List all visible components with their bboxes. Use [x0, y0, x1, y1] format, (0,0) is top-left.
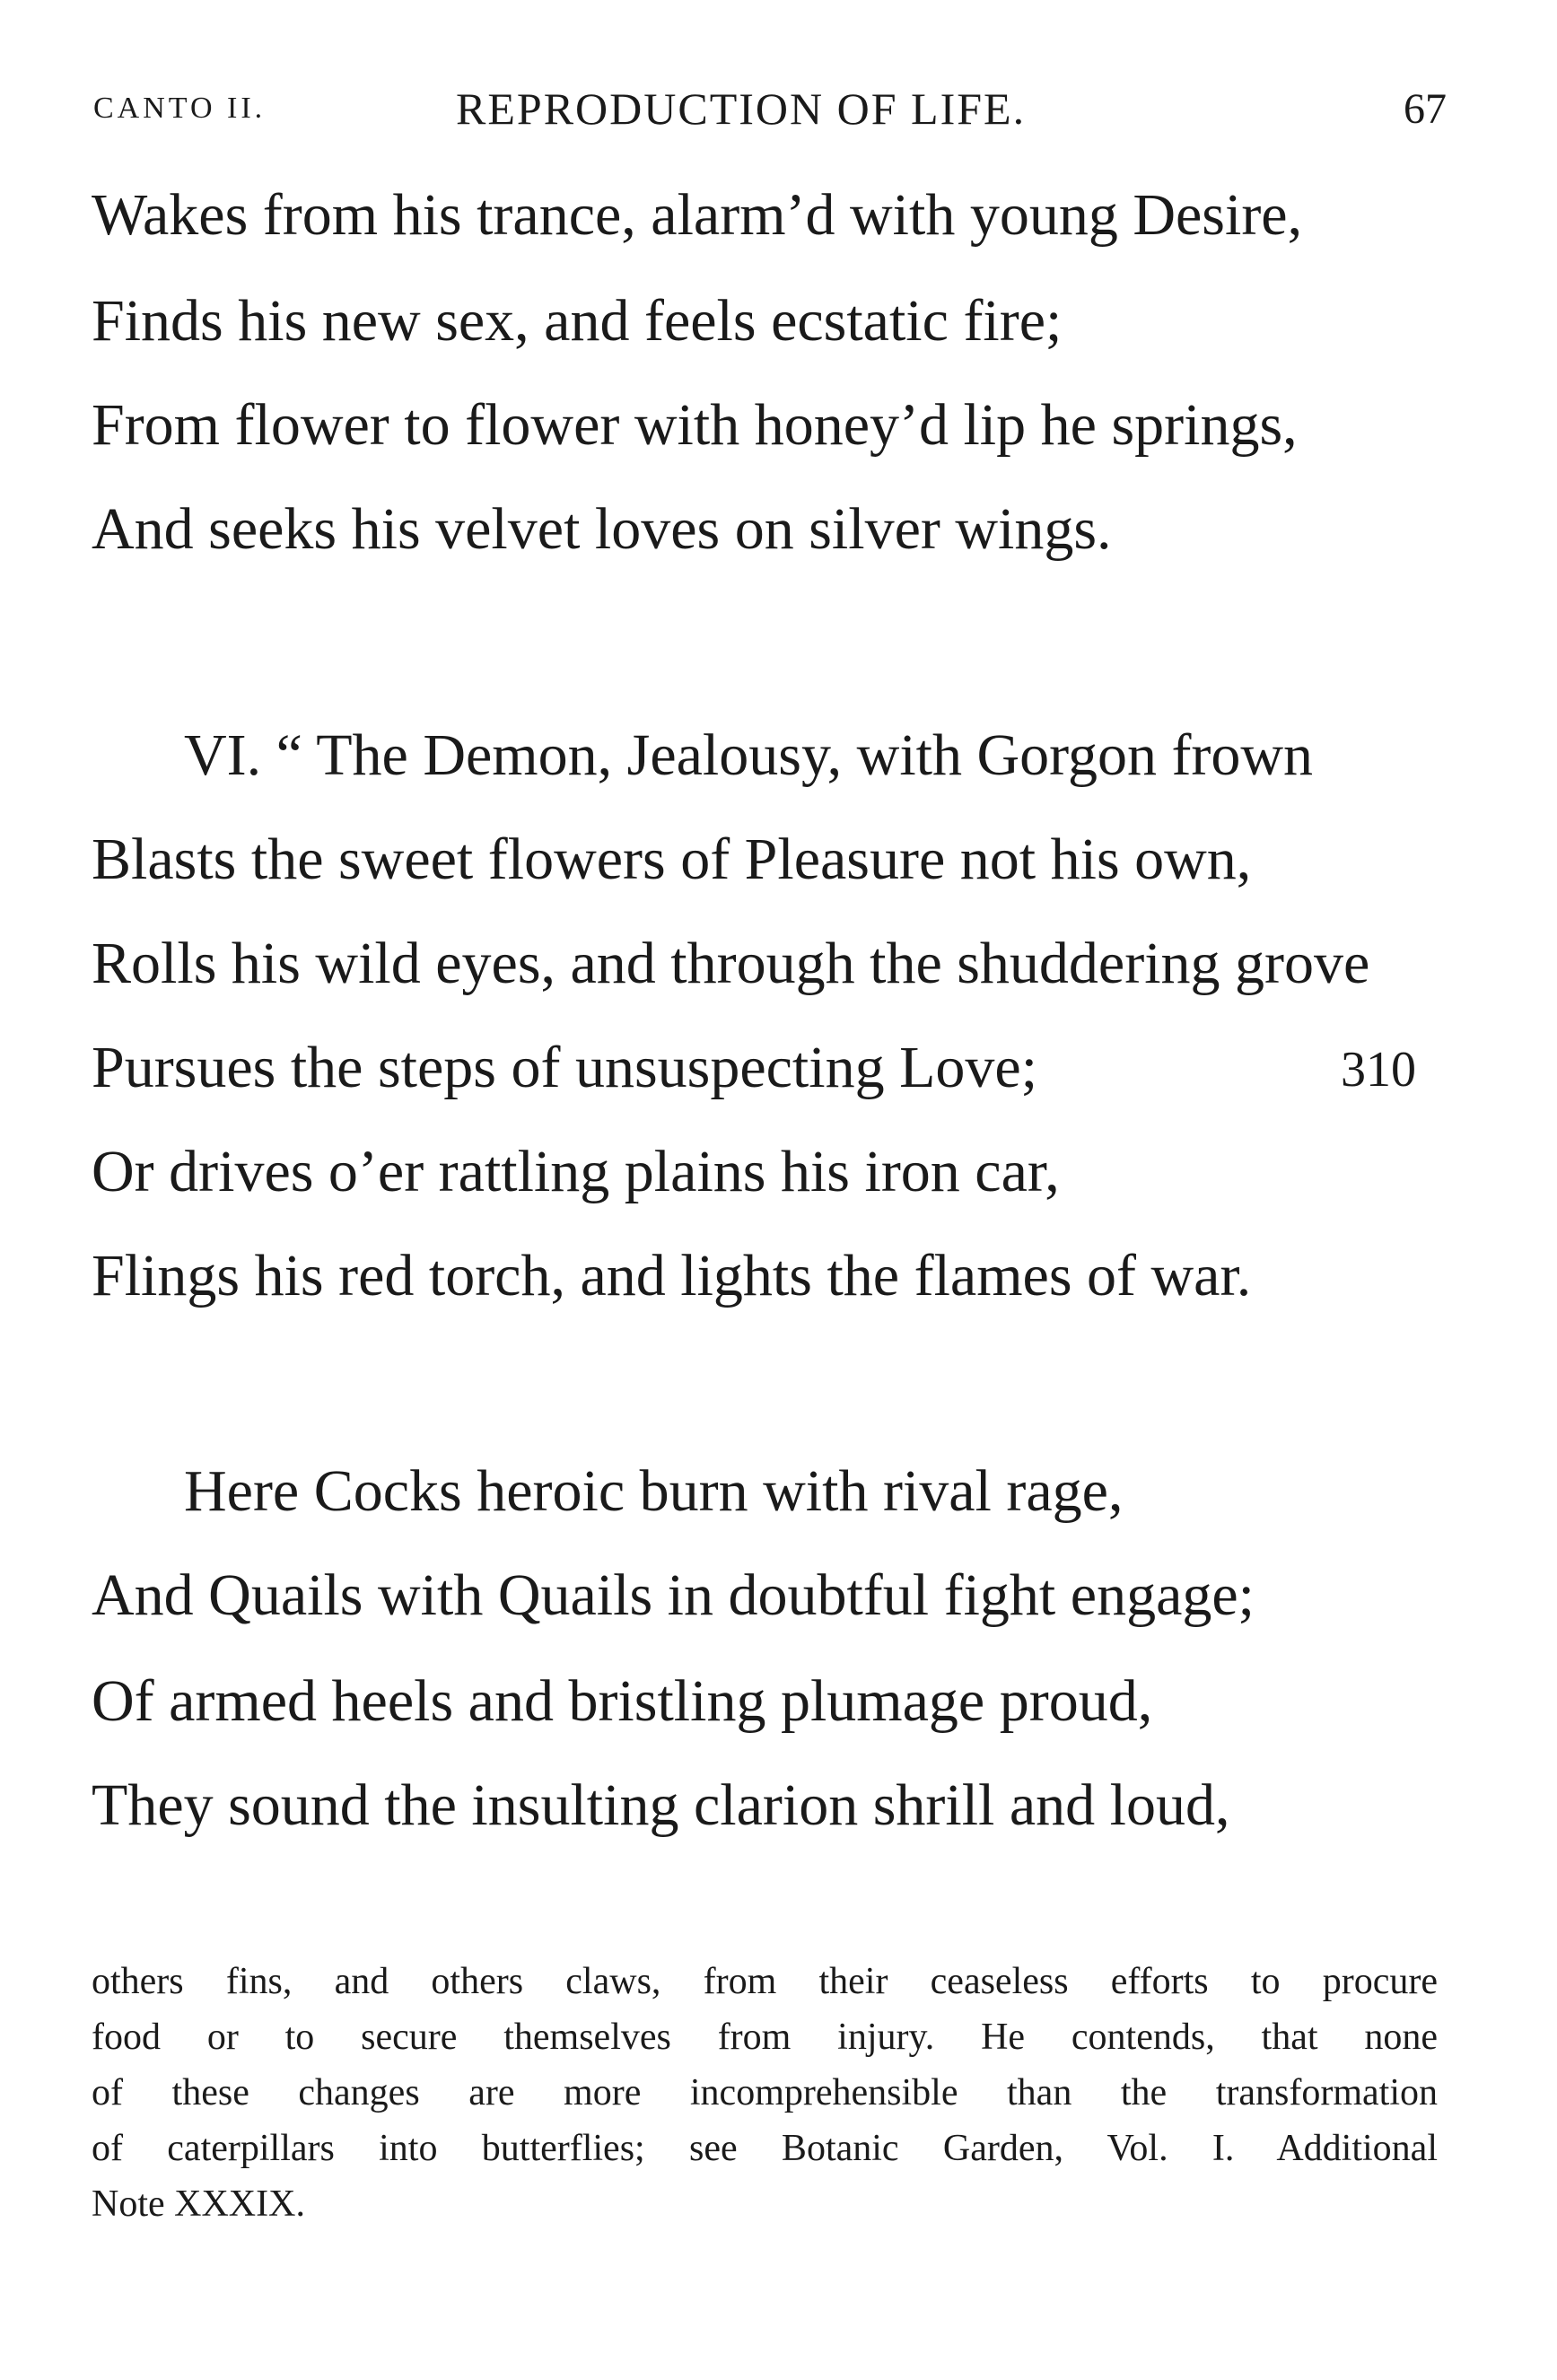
verse-line: Pursues the steps of unsuspecting Love; [92, 1035, 1038, 1100]
verse-line: Blasts the sweet flowers of Pleasure not his own, [92, 827, 1252, 892]
verse-line: Or drives o’er rattling plains his iron car, [92, 1139, 1060, 1204]
footnote-line: Note XXXIX. [92, 2183, 305, 2225]
verse-line: They sound the insulting clarion shrill and loud, [92, 1772, 1230, 1838]
canto-label: CANTO II. [93, 92, 267, 125]
verse-line: Here Cocks heroic burn with rival rage, [184, 1458, 1124, 1524]
footnote-line: food or to secure themselves from injury. He contends, that none [92, 2017, 1438, 2058]
verse-line: Flings his red torch, and lights the flames of war. [92, 1243, 1252, 1308]
line-number: 310 [1341, 1042, 1416, 1098]
running-head [0, 83, 1557, 136]
verse-line: Finds his new sex, and feels ecstatic fire; [92, 288, 1063, 354]
verse-line: VI. “ The Demon, Jealousy, with Gorgon frown [184, 722, 1314, 788]
verse-line: From flower to flower with honey’d lip he springs, [92, 392, 1298, 458]
page-number: 67 [1404, 85, 1447, 133]
verse-line: Rolls his wild eyes, and through the shuddering grove [92, 931, 1370, 996]
verse-line: And Quails with Quails in doubtful fight engage; [92, 1562, 1255, 1628]
footnote-line: others fins, and others claws, from their ceaseless efforts to procure [92, 1961, 1438, 2002]
verse-line: Wakes from his trance, alarm’d with young Desire, [92, 182, 1303, 248]
footnote-line: of these changes are more incomprehensible than the transformation [92, 2072, 1438, 2113]
verse-line: Of armed heels and bristling plumage proud, [92, 1668, 1153, 1734]
footnote-line: of caterpillars into butterflies; see Botanic Garden, Vol. I. Additional [92, 2128, 1438, 2169]
verse-line: And seeks his velvet loves on silver wings. [92, 496, 1112, 562]
running-title: REPRODUCTION OF LIFE. [456, 83, 1027, 134]
